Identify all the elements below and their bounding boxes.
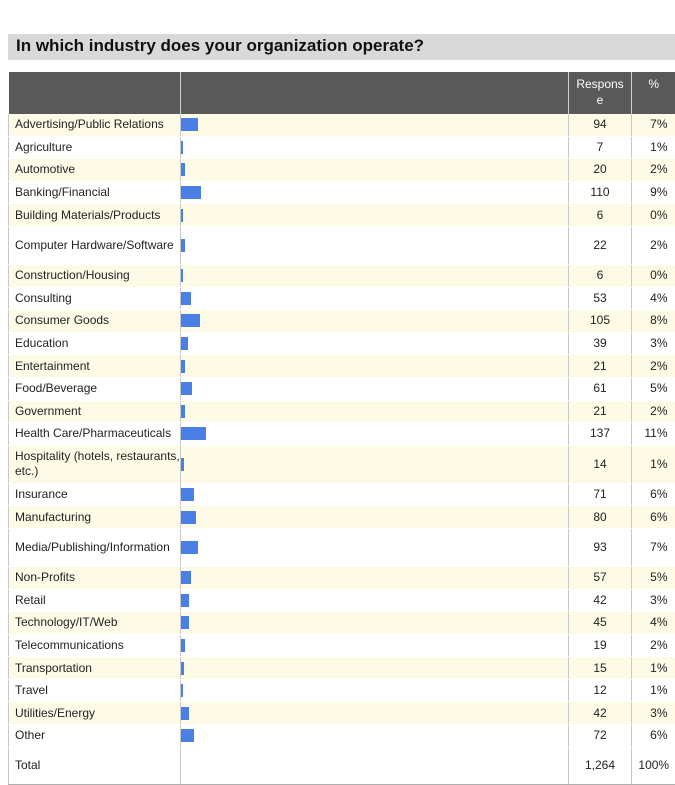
response-count: 21 xyxy=(569,355,632,378)
response-percent: 1% xyxy=(632,136,675,159)
table-row xyxy=(9,181,675,204)
response-count: 61 xyxy=(569,377,632,400)
response-percent: 1% xyxy=(632,679,675,702)
header-label xyxy=(9,72,181,114)
response-count: 110 xyxy=(569,181,632,204)
bar-cell xyxy=(181,355,569,378)
category-label: Entertainment xyxy=(9,355,181,378)
category-label: Advertising/Public Relations xyxy=(9,114,181,136)
bar-mark xyxy=(181,594,189,607)
bar-cell xyxy=(181,377,569,400)
response-percent: 2% xyxy=(632,226,675,264)
total-percent: 100% xyxy=(632,747,675,784)
bar-mark xyxy=(181,405,185,418)
category-label: Telecommunications xyxy=(9,634,181,657)
table-row xyxy=(9,332,675,355)
table-row xyxy=(9,589,675,612)
response-count: 94 xyxy=(569,114,632,136)
bar-cell xyxy=(181,204,569,227)
table-row xyxy=(9,136,675,159)
bar-mark xyxy=(181,163,185,176)
total-bar-cell xyxy=(181,747,569,784)
bar-mark xyxy=(181,269,183,282)
bar-cell xyxy=(181,423,569,446)
response-percent: 5% xyxy=(632,566,675,589)
table-row xyxy=(9,528,675,566)
response-count: 45 xyxy=(569,612,632,635)
response-count: 12 xyxy=(569,679,632,702)
table-row xyxy=(9,204,675,227)
table-row xyxy=(9,310,675,333)
table-row xyxy=(9,702,675,725)
response-count: 71 xyxy=(569,483,632,506)
response-count: 137 xyxy=(569,423,632,446)
category-label: Consulting xyxy=(9,287,181,310)
bar-cell xyxy=(181,226,569,264)
response-count: 39 xyxy=(569,332,632,355)
table-row xyxy=(9,264,675,287)
response-count: 15 xyxy=(569,657,632,680)
bar-cell xyxy=(181,702,569,725)
response-count: 53 xyxy=(569,287,632,310)
bar-cell xyxy=(181,657,569,680)
bar-mark xyxy=(181,639,185,652)
bar-mark xyxy=(181,118,198,131)
bar-mark xyxy=(181,729,194,742)
response-percent: 2% xyxy=(632,159,675,182)
bar-mark xyxy=(181,488,194,501)
response-count: 20 xyxy=(569,159,632,182)
response-count: 57 xyxy=(569,566,632,589)
response-percent: 4% xyxy=(632,612,675,635)
category-label: Agriculture xyxy=(9,136,181,159)
bar-cell xyxy=(181,287,569,310)
bar-cell xyxy=(181,445,569,483)
category-label: Non-Profits xyxy=(9,566,181,589)
response-count: 42 xyxy=(569,589,632,612)
bar-mark xyxy=(181,292,191,305)
response-count: 14 xyxy=(569,445,632,483)
bar-cell xyxy=(181,310,569,333)
question-title: In which industry does your organization operate? xyxy=(16,36,424,56)
category-label: Food/Beverage xyxy=(9,377,181,400)
bar-mark xyxy=(181,360,185,373)
bar-mark xyxy=(181,571,191,584)
bar-mark xyxy=(181,662,184,675)
bar-mark xyxy=(181,684,183,697)
category-label: Banking/Financial xyxy=(9,181,181,204)
bar-mark xyxy=(181,382,192,395)
bar-cell xyxy=(181,114,569,136)
category-label: Government xyxy=(9,400,181,423)
bar-cell xyxy=(181,400,569,423)
category-label: Other xyxy=(9,725,181,748)
category-label: Consumer Goods xyxy=(9,310,181,333)
bar-mark xyxy=(181,337,188,350)
bar-cell xyxy=(181,528,569,566)
response-count: 72 xyxy=(569,725,632,748)
response-percent: 3% xyxy=(632,702,675,725)
response-percent: 1% xyxy=(632,657,675,680)
table-row xyxy=(9,566,675,589)
category-label: Manufacturing xyxy=(9,506,181,529)
category-label: Retail xyxy=(9,589,181,612)
response-percent: 1% xyxy=(632,445,675,483)
table-row xyxy=(9,377,675,400)
response-percent: 3% xyxy=(632,589,675,612)
total-value: 1,264 xyxy=(569,747,632,784)
bar-cell xyxy=(181,634,569,657)
category-label: Hospitality (hotels, restaurants, etc.) xyxy=(9,445,181,483)
response-count: 105 xyxy=(569,310,632,333)
table-row xyxy=(9,355,675,378)
response-count: 93 xyxy=(569,528,632,566)
question-title-bar xyxy=(8,34,675,60)
response-percent: 7% xyxy=(632,114,675,136)
bar-mark xyxy=(181,616,189,629)
bar-cell xyxy=(181,264,569,287)
bar-mark xyxy=(181,541,198,554)
category-label: Insurance xyxy=(9,483,181,506)
category-label: Travel xyxy=(9,679,181,702)
response-count: 42 xyxy=(569,702,632,725)
bar-cell xyxy=(181,506,569,529)
response-count: 6 xyxy=(569,264,632,287)
table-row xyxy=(9,657,675,680)
table-row xyxy=(9,114,675,136)
table-row xyxy=(9,506,675,529)
response-percent: 6% xyxy=(632,725,675,748)
header-responses: Response xyxy=(569,72,632,114)
response-percent: 2% xyxy=(632,634,675,657)
table-row xyxy=(9,400,675,423)
bar-cell xyxy=(181,612,569,635)
table-row xyxy=(9,423,675,446)
response-percent: 0% xyxy=(632,264,675,287)
response-percent: 2% xyxy=(632,400,675,423)
results-table xyxy=(8,72,675,785)
bar-mark xyxy=(181,186,201,199)
bar-mark xyxy=(181,511,196,524)
table-row xyxy=(9,445,675,483)
category-label: Health Care/Pharmaceuticals xyxy=(9,423,181,446)
response-percent: 11% xyxy=(632,423,675,446)
response-percent: 8% xyxy=(632,310,675,333)
bar-mark xyxy=(181,458,184,471)
response-percent: 5% xyxy=(632,377,675,400)
category-label: Utilities/Energy xyxy=(9,702,181,725)
bar-mark xyxy=(181,209,183,222)
bar-cell xyxy=(181,679,569,702)
response-count: 22 xyxy=(569,226,632,264)
response-count: 21 xyxy=(569,400,632,423)
total-label: Total xyxy=(9,747,181,784)
header-bar xyxy=(181,72,569,114)
table-row xyxy=(9,287,675,310)
category-label: Construction/Housing xyxy=(9,264,181,287)
table-row xyxy=(9,483,675,506)
response-percent: 3% xyxy=(632,332,675,355)
bar-cell xyxy=(181,332,569,355)
bar-mark xyxy=(181,314,200,327)
bar-cell xyxy=(181,589,569,612)
category-label: Media/Publishing/Information xyxy=(9,528,181,566)
bar-cell xyxy=(181,159,569,182)
table-row xyxy=(9,634,675,657)
response-percent: 6% xyxy=(632,506,675,529)
bar-cell xyxy=(181,483,569,506)
response-count: 19 xyxy=(569,634,632,657)
bar-mark xyxy=(181,427,206,440)
header-percent: % xyxy=(632,72,675,114)
header-row xyxy=(9,72,675,114)
response-percent: 6% xyxy=(632,483,675,506)
bar-mark xyxy=(181,141,183,154)
table-row xyxy=(9,612,675,635)
table-row xyxy=(9,226,675,264)
table-row xyxy=(9,679,675,702)
table-body xyxy=(9,114,675,747)
total-row xyxy=(9,747,675,784)
category-label: Education xyxy=(9,332,181,355)
category-label: Automotive xyxy=(9,159,181,182)
category-label: Technology/IT/Web xyxy=(9,612,181,635)
bar-cell xyxy=(181,136,569,159)
bar-mark xyxy=(181,707,189,720)
response-percent: 4% xyxy=(632,287,675,310)
response-count: 7 xyxy=(569,136,632,159)
response-percent: 2% xyxy=(632,355,675,378)
bar-cell xyxy=(181,566,569,589)
response-count: 80 xyxy=(569,506,632,529)
table-row xyxy=(9,159,675,182)
response-percent: 9% xyxy=(632,181,675,204)
bar-cell xyxy=(181,181,569,204)
category-label: Building Materials/Products xyxy=(9,204,181,227)
response-percent: 0% xyxy=(632,204,675,227)
response-percent: 7% xyxy=(632,528,675,566)
category-label: Transportation xyxy=(9,657,181,680)
response-count: 6 xyxy=(569,204,632,227)
bar-mark xyxy=(181,239,185,252)
table-row xyxy=(9,725,675,748)
bar-cell xyxy=(181,725,569,748)
category-label: Computer Hardware/Software xyxy=(9,226,181,264)
